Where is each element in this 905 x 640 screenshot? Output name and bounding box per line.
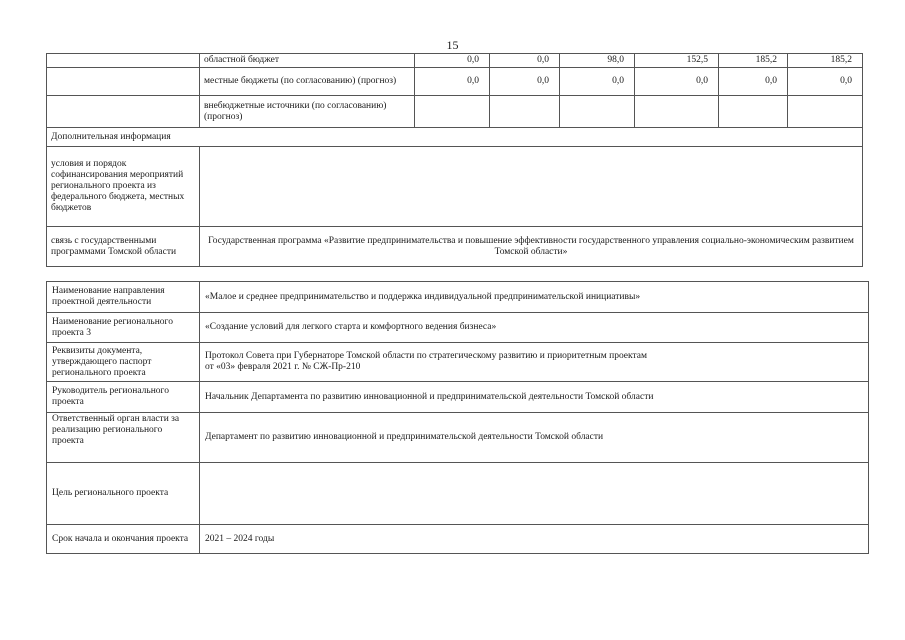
budget-value bbox=[635, 96, 719, 128]
budget-value bbox=[788, 96, 863, 128]
cofinancing-value bbox=[200, 147, 863, 227]
budget-source-label: местные бюджеты (по согласованию) (прогноз) bbox=[200, 68, 415, 96]
project-row bbox=[47, 463, 869, 525]
blank-cell bbox=[47, 68, 200, 96]
budget-source-label: внебюджетные источники (по согласованию) (прогноз) bbox=[200, 96, 415, 128]
project-row bbox=[47, 525, 869, 554]
budget-value: 0,0 bbox=[635, 68, 719, 96]
project-row bbox=[47, 313, 869, 343]
page-number: 15 bbox=[446, 38, 459, 52]
budget-value: 0,0 bbox=[560, 68, 635, 96]
budget-value bbox=[490, 96, 560, 128]
project-field-label: Срок начала и окончания проекта bbox=[47, 525, 200, 554]
additional-info-heading: Дополнительная информация bbox=[47, 128, 863, 147]
project-field-value bbox=[200, 463, 869, 525]
project-field-value: 2021 – 2024 годы bbox=[200, 525, 869, 554]
budget-value: 0,0 bbox=[788, 68, 863, 96]
project-field-value bbox=[200, 343, 869, 382]
project-field-value: Начальник Департамента по развитию инновационной и предпринимательской деятельности Томской области bbox=[200, 382, 869, 413]
project-document-line-2: от «03» февраля 2021 г. № СЖ-Пр-210 bbox=[205, 362, 361, 372]
budget-value: 0,0 bbox=[719, 68, 788, 96]
blank-cell bbox=[47, 96, 200, 128]
budget-value: 152,5 bbox=[635, 54, 719, 68]
project-passport-table bbox=[46, 281, 869, 554]
state-program-value: Государственная программа «Развитие предпринимательства и повышение эффективности государственного управления социально-экономическим развитием Томской области» bbox=[200, 227, 863, 267]
budget-row bbox=[47, 68, 863, 96]
budget-value bbox=[415, 96, 490, 128]
project-row bbox=[47, 382, 869, 413]
budget-value: 185,2 bbox=[719, 54, 788, 68]
blank-cell bbox=[47, 54, 200, 68]
project-field-label: Наименование регионального проекта 3 bbox=[47, 313, 200, 343]
budget-row bbox=[47, 96, 863, 128]
project-field-value: Департамент по развитию инновационной и предпринимательской деятельности Томской области bbox=[200, 413, 869, 463]
budget-value: 0,0 bbox=[490, 68, 560, 96]
financing-table bbox=[46, 53, 863, 267]
additional-info-row bbox=[47, 128, 863, 147]
project-document-line-1: Протокол Совета при Губернаторе Томской области по стратегическому развитию и приоритетным проектам bbox=[205, 351, 648, 361]
budget-value bbox=[560, 96, 635, 128]
budget-value: 0,0 bbox=[490, 54, 560, 68]
budget-value: 98,0 bbox=[560, 54, 635, 68]
project-row bbox=[47, 343, 869, 382]
project-field-label: Реквизиты документа, утверждающего паспорт регионального проекта bbox=[47, 343, 200, 382]
budget-value bbox=[719, 96, 788, 128]
budget-source-label: областной бюджет bbox=[200, 54, 415, 68]
state-program-label: связь с государственными программами Томской области bbox=[47, 227, 200, 267]
project-row bbox=[47, 413, 869, 463]
budget-value: 0,0 bbox=[415, 54, 490, 68]
project-field-label: Ответственный орган власти за реализацию регионального проекта bbox=[47, 413, 200, 463]
project-field-label: Наименование направления проектной деятельности bbox=[47, 282, 200, 313]
project-row bbox=[47, 282, 869, 313]
budget-value: 185,2 bbox=[788, 54, 863, 68]
project-field-label: Руководитель регионального проекта bbox=[47, 382, 200, 413]
project-field-value: «Создание условий для легкого старта и комфортного ведения бизнеса» bbox=[200, 313, 869, 343]
state-program-row bbox=[47, 227, 863, 267]
cofinancing-row bbox=[47, 147, 863, 227]
budget-row bbox=[47, 54, 863, 68]
budget-value: 0,0 bbox=[415, 68, 490, 96]
project-field-value: «Малое и среднее предпринимательство и поддержка индивидуальной предпринимательской инициативы» bbox=[200, 282, 869, 313]
cofinancing-label: условия и порядок софинансирования мероприятий регионального проекта из федерального бюджета, местных бюджетов bbox=[47, 147, 200, 227]
project-field-label: Цель регионального проекта bbox=[47, 463, 200, 525]
